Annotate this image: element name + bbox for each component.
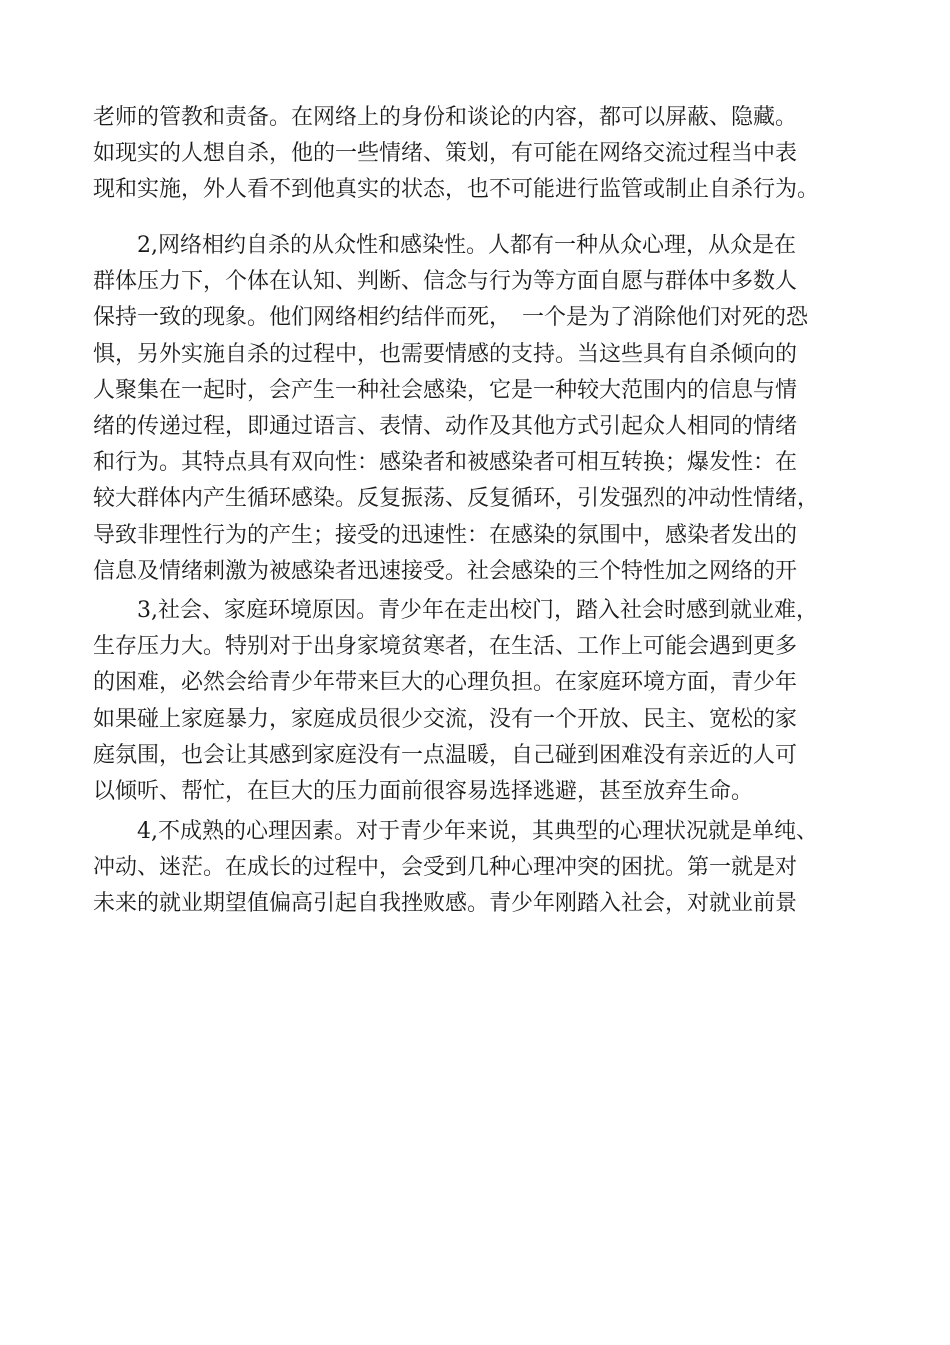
paragraph-3	[93, 593, 868, 810]
text-line: 绪的传递过程，即通过语言、表情、动作及其他方式引起众人相同的情绪	[93, 413, 798, 439]
text-line: 庭氛围，也会让其感到家庭没有一点温暖，自己碰到困难没有亲近的人可	[93, 742, 798, 768]
text-line: 惧，另外实施自杀的过程中，也需要情感的支持。当这些具有自杀倾向的	[93, 341, 798, 367]
text-line: 保持一致的现象。他们网络相约结伴而死， 一个是为了消除他们对死的恐	[93, 305, 809, 331]
paragraph-1	[93, 100, 868, 209]
text-line: 3,社会、家庭环境原因。青少年在走出校门，踏入社会时感到就业难，	[137, 598, 818, 623]
text-line: 导致非理性行为的产生；接受的迅速性：在感染的氛围中，感染者发出的	[93, 522, 798, 548]
text-line: 和行为。其特点具有双向性：感染者和被感染者可相互转换；爆发性：在	[93, 450, 798, 476]
text-line: 2,网络相约自杀的从众性和感染性。人都有一种从众心理，从众是在	[137, 233, 796, 258]
text-line: 生存压力大。特别对于出身家境贫寒者，在生活、工作上可能会遇到更多	[93, 634, 798, 660]
text-line: 以倾听、帮忙，在巨大的压力面前很容易选择逃避，甚至放弃生命。	[93, 778, 754, 804]
text-line: 如果碰上家庭暴力，家庭成员很少交流，没有一个开放、民主、宽松的家	[93, 706, 798, 732]
text-line: 未来的就业期望值偏高引起自我挫败感。青少年刚踏入社会，对就业前景	[93, 891, 798, 917]
text-line: 4,不成熟的心理因素。对于青少年来说，其典型的心理状况就是单纯、	[137, 819, 818, 844]
text-line: 群体压力下，个体在认知、判断、信念与行为等方面自愿与群体中多数人	[93, 269, 798, 295]
text-line: 的困难，必然会给青少年带来巨大的心理负担。在家庭环境方面，青少年	[93, 670, 798, 696]
text-line: 现和实施，外人看不到他真实的状态，也不可能进行监管或制止自杀行为。	[93, 177, 820, 203]
paragraph-2	[93, 228, 868, 590]
text-line: 冲动、迷茫。在成长的过程中，会受到几种心理冲突的困扰。第一就是对	[93, 855, 798, 881]
text-line: 人聚集在一起时，会产生一种社会感染，它是一种较大范围内的信息与情	[93, 377, 798, 403]
text-line: 较大群体内产生循环感染。反复振荡、反复循环，引发强烈的冲动性情绪，	[93, 486, 820, 512]
text-line: 老师的管教和责备。在网络上的身份和谈论的内容，都可以屏蔽、隐藏。	[93, 105, 798, 130]
text-line: 信息及情绪刺激为被感染者迅速接受。社会感染的三个特性加之网络的开	[93, 558, 798, 584]
text-line: 如现实的人想自杀，他的一些情绪、策划，有可能在网络交流过程当中表	[93, 141, 798, 167]
paragraph-4	[93, 814, 868, 923]
